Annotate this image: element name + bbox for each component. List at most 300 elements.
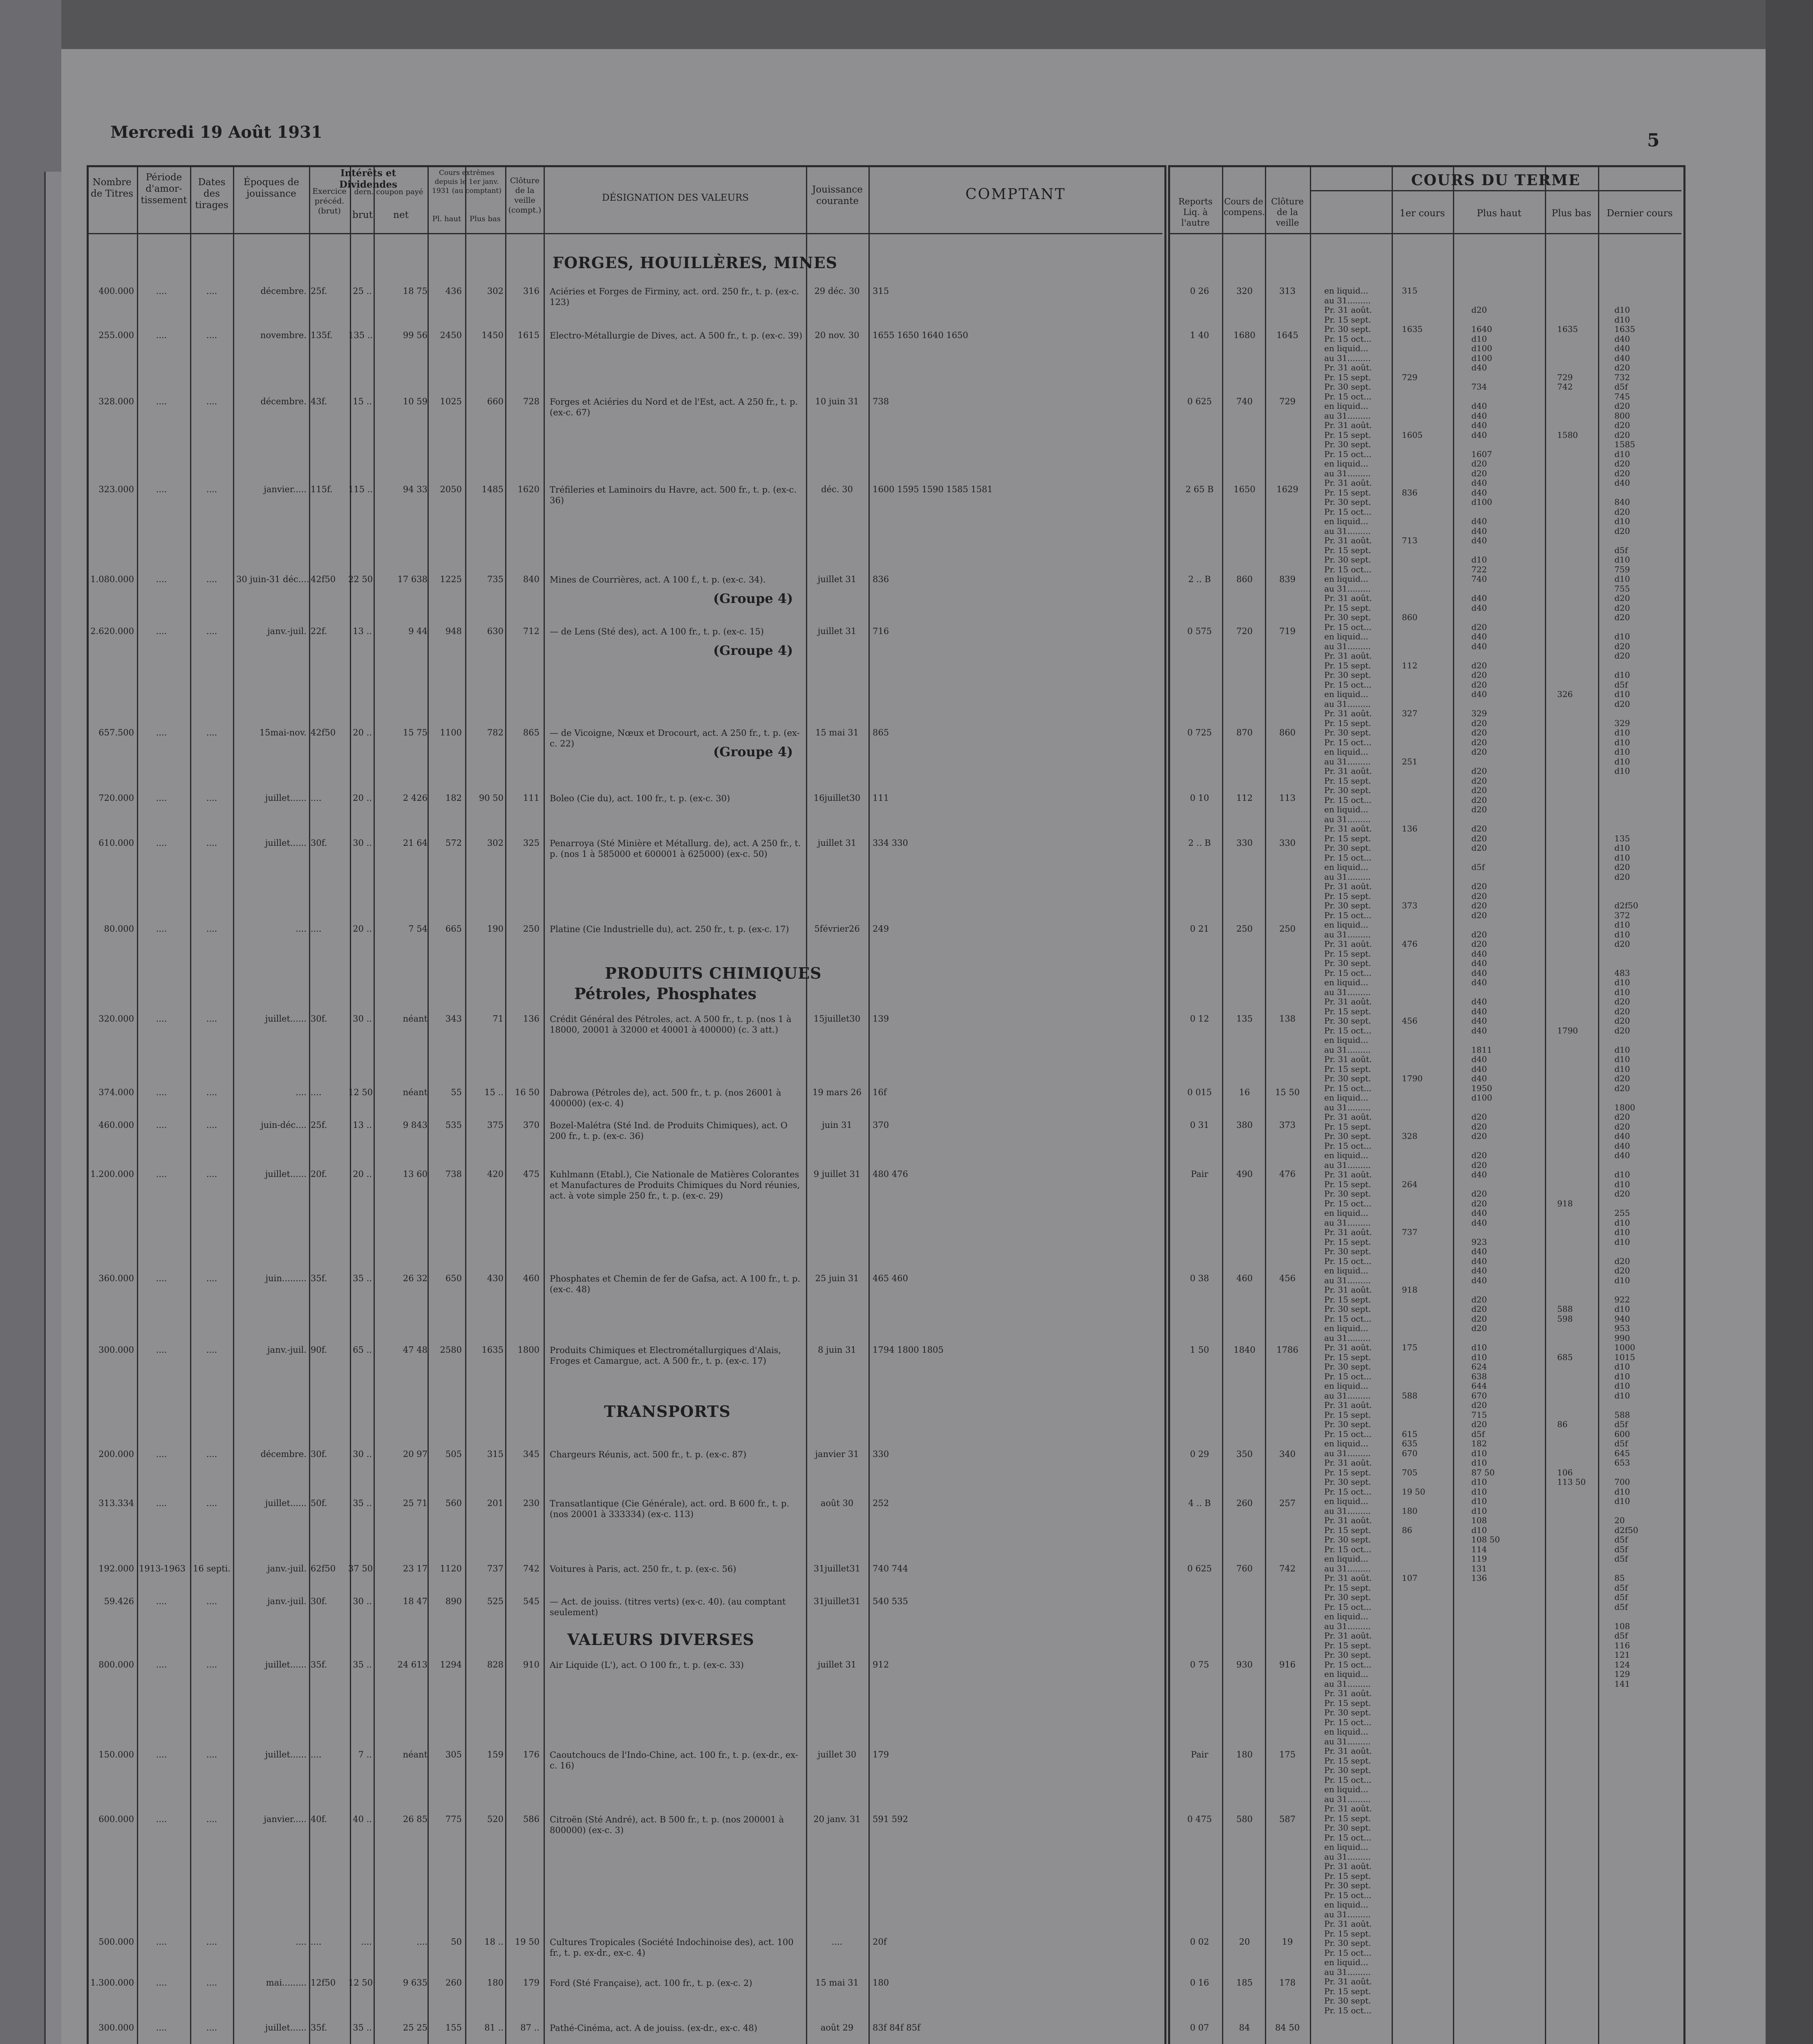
row-dates: ....	[206, 1169, 217, 1179]
row-comptant: 20f	[873, 1937, 887, 1947]
row-jouissance: août 29	[820, 2023, 854, 2033]
row-reports: 0 31	[1190, 1120, 1209, 1130]
row-nombre: 600.000	[98, 1814, 134, 1824]
row-periode: ....	[156, 838, 167, 848]
col-header-jouissance: Jouissance courante	[812, 184, 863, 206]
row-cloture-terme: 313	[1279, 286, 1296, 296]
row-reports: 0 625	[1187, 397, 1212, 406]
row-plus-bas: 15 ..	[484, 1087, 504, 1097]
row-jouissance: ....	[831, 1937, 843, 1947]
row-exercice: 30f.	[311, 1014, 327, 1024]
row-epoque: ....	[295, 1087, 307, 1097]
row-nombre: 657.500	[98, 728, 134, 737]
row-designation: Mines de Courrières, act. A 100 f., t. p. (ex-c. 34).	[550, 575, 766, 585]
row-plus-bas: 737	[487, 1564, 504, 1573]
row-epoque: juillet......	[265, 1169, 307, 1179]
table-row	[0, 1498, 1349, 1523]
terme-premier-cours: 315 1635 729 1605 836 713 860 112 327 251 136 373 476 456 1790 328 264 737 918 175 588 615 635 670 705 19 50 180 86 107	[1402, 286, 1426, 1583]
table-row	[0, 728, 1349, 760]
row-epoque: novembre.	[260, 330, 307, 340]
row-exercice: 25f.	[311, 1120, 327, 1130]
row-designation: Platine (Cie Industrielle du), act. 250 fr., t. p. (ex-c. 17)	[550, 924, 789, 934]
table-row	[0, 1273, 1349, 1298]
row-cloture: 586	[523, 1814, 539, 1824]
row-jouissance: déc. 30	[821, 484, 853, 494]
row-cloture-terme: 729	[1279, 397, 1296, 406]
col-header-net: net	[393, 210, 409, 220]
row-designation: Boleo (Cie du), act. 100 fr., t. p. (ex-c. 30)	[550, 793, 730, 803]
row-reports: 1 40	[1190, 330, 1209, 340]
row-designation: — de Vicoigne, Nœux et Drocourt, act. A 250 fr., t. p. (ex-c. 22)	[550, 728, 800, 749]
row-periode: ....	[156, 2023, 167, 2033]
row-dates: ....	[206, 1120, 217, 1130]
row-compens: 180	[1236, 1750, 1253, 1759]
table-row	[0, 397, 1349, 421]
row-net: 17 638	[397, 574, 428, 584]
row-plus-bas: 1485	[481, 484, 504, 494]
table-row	[0, 1087, 1349, 1112]
row-exercice: 50f.	[311, 1498, 327, 1508]
row-compens: 330	[1236, 838, 1253, 848]
terme-labels: en liquid... au 31......... Pr. 31 août. Pr. 15 sept. Pr. 30 sept. Pr. 15 oct... en liquid... au 31......... Pr. 31 août. Pr. 15 sept. Pr. 30 sept. Pr. 15 oct... en liquid... au 31......... Pr. 31 août. Pr. 15 sept. Pr. 30 sept. Pr. 15 oct... en liquid... au 31......... Pr. 31 août. Pr. 15 sept. Pr. 30 sept. Pr. 15 oct... en liquid... au 31......... Pr. 31 août. Pr. 15 sept. Pr. 30 sept. Pr. 15 oct... en liquid... au 31......... Pr. 31 août. Pr. 15 sept. Pr. 30 sept. Pr. 15 oct... en liquid... au 31......... Pr. 31 août. Pr. 15 sept. Pr. 30 sept. Pr. 15 oct... en liquid... au 31......... Pr. 31 août. Pr. 15 sept. Pr. 30 sept. Pr. 15 oct... en liquid... au 31......... Pr. 31 août. Pr. 15 sept. Pr. 30 sept. Pr. 15 oct... en liquid... au 31......... Pr. 31 août. Pr. 15 sept. Pr. 30 sept. Pr. 15 oct... en liquid... au 31......... Pr. 31 août. Pr. 15 sept. Pr. 30 sept. Pr. 15 oct... en liquid... au 31......... Pr. 31 août. Pr. 15 sept. Pr. 30 sept. Pr. 15 oct... en liquid... au 31......... Pr. 31 août. Pr. 15 sept. Pr. 30 sept. Pr. 15 oct... en liquid... au 31......... Pr. 31 août. Pr. 15 sept. Pr. 30 sept. Pr. 15 oct... en liquid... au 31......... Pr. 31 août. Pr. 15 sept. Pr. 30 sept. Pr. 15 oct... en liquid... au 31......... Pr. 31 août. Pr. 15 sept. Pr. 30 sept. Pr. 15 oct... en liquid... au 31......... Pr. 31 août. Pr. 15 sept. Pr. 30 sept. Pr. 15 oct... en liquid... au 31......... Pr. 31 août. Pr. 15 sept. Pr. 30 sept. Pr. 15 oct... en liquid... au 31......... Pr. 31 août. Pr. 15 sept. Pr. 30 sept. Pr. 15 oct... en liquid... au 31......... Pr. 31 août. Pr. 15 sept. Pr. 30 sept. Pr. 15 oct... en liquid... au 31......... Pr. 31 août. Pr. 15 sept. Pr. 30 sept. Pr. 15 oct... en liquid... au 31......... Pr. 31 août. Pr. 15 sept. Pr. 30 sept. Pr. 15 oct... en liquid... au 31......... Pr. 31 août. Pr. 15 sept. Pr. 30 sept. Pr. 15 oct... en liquid... au 31......... Pr. 31 août. Pr. 15 sept. Pr. 30 sept. Pr. 15 oct... en liquid... au 31......... Pr. 31 août. Pr. 15 sept. Pr. 30 sept. Pr. 15 oct... en liquid... au 31......... Pr. 31 août. Pr. 15 sept. Pr. 30 sept. Pr. 15 oct... en liquid... au 31......... Pr. 31 août. Pr. 15 sept. Pr. 30 sept. Pr. 15 oct... en liquid... au 31......... Pr. 31 août. Pr. 15 sept. Pr. 30 sept. Pr. 15 oct... en liquid... au 31......... Pr. 31 août. Pr. 15 sept. Pr. 30 sept. Pr. 15 oct... en liquid... au 31......... Pr. 31 août. Pr. 15 sept. Pr. 30 sept. Pr. 15 oct...	[1324, 286, 1372, 2015]
row-epoque: janvier.....	[264, 484, 307, 494]
row-dates: ....	[206, 924, 217, 934]
row-jouissance: 31juillet31	[813, 1564, 861, 1573]
row-brut: 22 50	[348, 574, 373, 584]
row-plus-haut: 948	[445, 626, 462, 636]
row-plus-haut: 2050	[440, 484, 462, 494]
row-nombre: 255.000	[98, 330, 134, 340]
table-row	[0, 330, 1349, 355]
col-header-compens: Cours de compens.	[1224, 197, 1265, 217]
row-dates: ....	[206, 1014, 217, 1024]
row-epoque: juillet......	[265, 793, 307, 803]
row-periode: ....	[156, 1120, 167, 1130]
row-net: 26 85	[403, 1814, 428, 1824]
row-comptant: 249	[873, 924, 889, 934]
row-epoque: janv.-juil.	[267, 1596, 307, 1606]
row-plus-haut: 572	[445, 838, 462, 848]
row-net: 15 75	[403, 728, 428, 737]
row-brut: 135 ..	[348, 330, 373, 340]
row-compens: 16	[1239, 1087, 1250, 1097]
row-plus-bas: 630	[487, 626, 504, 636]
row-designation: Aciéries et Forges de Firminy, act. ord. 250 fr., t. p. (ex-c. 123)	[550, 287, 799, 307]
row-designation: Dabrowa (Pétroles de), act. 500 fr., t. p. (nos 26001 à 400000) (ex-c. 4)	[550, 1088, 781, 1108]
table-row	[0, 574, 1349, 606]
table-row	[0, 1449, 1349, 1474]
row-reports: 0 10	[1190, 793, 1209, 803]
row-plus-bas: 735	[487, 574, 504, 584]
row-cloture-terme: 250	[1279, 924, 1296, 934]
section-diverses: VALEURS DIVERSES	[567, 1630, 754, 1649]
row-brut: 15 ..	[353, 397, 372, 406]
row-plus-haut: 2450	[440, 330, 462, 340]
row-jouissance: juillet 31	[817, 574, 857, 584]
row-periode: ....	[156, 397, 167, 406]
row-net: 13 60	[403, 1169, 428, 1179]
row-cloture-terme: 742	[1279, 1564, 1296, 1573]
row-cloture-terme: 175	[1279, 1750, 1296, 1759]
row-plus-haut: 55	[451, 1087, 462, 1097]
row-periode: ....	[156, 626, 167, 636]
row-comptant: 111	[873, 793, 889, 803]
row-plus-bas: 180	[487, 1978, 504, 1988]
col-header-dernier-cours: Dernier cours	[1607, 208, 1673, 219]
row-jouissance: 15 mai 31	[815, 728, 859, 737]
table-row	[0, 1596, 1349, 1621]
row-cloture: 179	[523, 1978, 539, 1988]
row-reports: Pair	[1191, 1169, 1209, 1179]
row-cloture: 742	[523, 1564, 539, 1573]
row-plus-haut: 305	[445, 1750, 462, 1759]
row-jouissance: 29 déc. 30	[814, 286, 860, 296]
row-plus-haut: 665	[445, 924, 462, 934]
row-designation: Transatlantique (Cie Générale), act. ord. B 600 fr., t. p. (nos 20001 à 333334) (ex-c. 113)	[550, 1499, 790, 1519]
row-reports: 0 015	[1187, 1087, 1212, 1097]
row-cloture-terme: 330	[1279, 838, 1296, 848]
row-comptant: 465 460	[873, 1273, 908, 1283]
row-brut: 12 50	[348, 1978, 373, 1988]
row-cloture-terme: 839	[1279, 574, 1296, 584]
row-dates: ....	[206, 330, 217, 340]
col-header-dern-coupon: dern. coupon payé	[354, 188, 423, 196]
row-net: 20 97	[403, 1449, 428, 1459]
row-epoque: ....	[295, 924, 307, 934]
row-comptant: 334 330	[873, 838, 908, 848]
row-plus-bas: 190	[487, 924, 504, 934]
row-plus-haut: 155	[445, 2023, 462, 2033]
table-row	[0, 1750, 1349, 1774]
row-dates: ....	[206, 484, 217, 494]
section-transports: TRANSPORTS	[604, 1402, 731, 1421]
row-cloture-terme: 476	[1279, 1169, 1296, 1179]
row-dates: ....	[206, 286, 217, 296]
row-jouissance: août 30	[820, 1498, 854, 1508]
row-cloture: 111	[523, 793, 539, 803]
row-plus-bas: 375	[487, 1120, 504, 1130]
row-comptant: 1794 1800 1805	[873, 1345, 944, 1355]
row-reports: 0 575	[1187, 626, 1212, 636]
row-cloture: 840	[523, 574, 539, 584]
row-cloture-terme: 257	[1279, 1498, 1296, 1508]
table-row	[0, 1345, 1349, 1369]
row-exercice: 25f.	[311, 286, 327, 296]
row-comptant: 16f	[873, 1087, 887, 1097]
row-brut: 13 ..	[353, 1120, 372, 1130]
row-nombre: 313.334	[98, 1498, 134, 1508]
row-plus-haut: 182	[445, 793, 462, 803]
row-cloture-terme: 860	[1279, 728, 1296, 737]
row-brut: 20 ..	[353, 1169, 372, 1179]
row-plus-haut: 775	[445, 1814, 462, 1824]
table-row	[0, 286, 1349, 311]
row-net: 21 64	[403, 838, 428, 848]
row-nombre: 300.000	[98, 1345, 134, 1355]
header-rule	[1168, 233, 1681, 234]
row-nombre: 374.000	[98, 1087, 134, 1097]
row-brut: 13 ..	[353, 626, 372, 636]
row-epoque: juillet......	[265, 838, 307, 848]
table-row	[0, 838, 1349, 863]
row-group: (Groupe 4)	[713, 643, 793, 658]
row-cloture-terme: 15 50	[1275, 1087, 1300, 1097]
row-net: 7 54	[408, 924, 428, 934]
row-brut: 35 ..	[353, 1273, 372, 1283]
row-compens: 860	[1236, 574, 1253, 584]
row-reports: 2 65 B	[1185, 484, 1214, 494]
row-designation: Phosphates et Chemin de fer de Gafsa, act. A 100 fr., t. p. (ex-c. 48)	[550, 1274, 801, 1294]
row-designation: Air Liquide (L'), act. O 100 fr., t. p. (ex-c. 33)	[550, 1660, 744, 1670]
row-periode: ....	[156, 1014, 167, 1024]
row-comptant: 912	[873, 1660, 889, 1670]
row-comptant: 1600 1595 1590 1585 1581	[873, 484, 993, 494]
row-plus-bas: 18 ..	[484, 1937, 504, 1947]
row-exercice: 20f.	[311, 1169, 327, 1179]
row-cloture-terme: 1629	[1276, 484, 1298, 494]
row-nombre: 400.000	[98, 286, 134, 296]
terme-plus-haut: d20 1640 d10 d100 d100 d40 734 d40 d40 d40 d40 1607 d20 d20 d40 d40 d100 d40 d40 d40 d10 722 740 d40 d40 d20 d40 d40 d20 d20 d20 d40 329 d20 d20 d20 d20 d20 d20 d20 d20 d20 d20 d20 d20 d5f d20 d20 d20 d20 d20 d20 d40 d40 d40 d40 d40 d40 d40 d40 1811 d40 d40 d40 1950 d100 d20 d20 d20 d20 d20 d40 d20 d20 d40 d40 923 d40 d40 d40 d40 d20 d20 d20 d20 d10 d10 624 638 644 670 d20 715 d20 d5f 182 d10 d10 87 50 d10 d10 d10 d10 108 d10 108 50 114 119 131 136	[1471, 305, 1500, 1583]
row-reports: 0 16	[1190, 1978, 1209, 1988]
table-row	[0, 1978, 1349, 2002]
row-periode: ....	[156, 1087, 167, 1097]
row-comptant: 1655 1650 1640 1650	[873, 330, 968, 340]
row-comptant: 591 592	[873, 1814, 908, 1824]
row-compens: 320	[1236, 286, 1253, 296]
row-nombre: 800.000	[98, 1660, 134, 1670]
row-jouissance: janvier 31	[815, 1449, 859, 1459]
col-header-epoques: Époques de jouissance	[244, 177, 299, 199]
row-jouissance: 9 juillet 31	[813, 1169, 861, 1179]
row-designation: Caoutchoucs de l'Indo-Chine, act. 100 fr., t. p. (ex-dr., ex-c. 16)	[550, 1750, 798, 1771]
row-periode: ....	[156, 1978, 167, 1988]
row-epoque: 30 juin-31 déc....	[236, 574, 309, 584]
row-plus-bas: 302	[487, 286, 504, 296]
row-brut: 35 ..	[353, 1660, 372, 1670]
table-row	[0, 924, 1349, 948]
row-cloture-terme: 138	[1279, 1014, 1296, 1024]
row-dates: ....	[206, 1660, 217, 1670]
row-net: 26 32	[403, 1273, 428, 1283]
row-compens: 185	[1236, 1978, 1253, 1988]
row-nombre: 150.000	[98, 1750, 134, 1759]
row-plus-haut: 505	[445, 1449, 462, 1459]
row-designation: Tréfileries et Laminoirs du Havre, act. 500 fr., t. p. (ex-c. 36)	[550, 485, 797, 505]
row-comptant: 480 476	[873, 1169, 908, 1179]
row-cloture: 370	[523, 1120, 539, 1130]
row-cloture-terme: 587	[1279, 1814, 1296, 1824]
row-comptant: 716	[873, 626, 889, 636]
row-designation: — Act. de jouiss. (titres verts) (ex-c. 40). (au comptant seulement)	[550, 1597, 786, 1617]
table-row	[0, 1169, 1349, 1201]
row-plus-haut: 535	[445, 1120, 462, 1130]
col-header-cloture: Clôture de la veille (compt.)	[508, 176, 542, 215]
row-cloture-terme: 340	[1279, 1449, 1296, 1459]
row-jouissance: 8 juin 31	[818, 1345, 856, 1355]
row-net: néant	[403, 1087, 428, 1097]
row-cloture: 712	[523, 626, 539, 636]
terme-dernier-cours: d10 d10 1635 d40 d40 d40 d20 732 d5f 745 d20 800 d20 d20 1585 d10 d20 d20 d40 840 d20 d10 d20 d5f d10 759 d10 755 d20 d20 d20 d10 d20 d20 d10 d5f d10 d20 329 d10 d10 d10 d10 d10 135 d10 d10 d20 d20 d2f50 372 d10 d10 d20 483 d10 d10 d20 d20 d20 d20 d10 d10 d10 d20 d20 1800 d20 d20 d40 d40 d40 d10 d10 d20 255 d10 d10 d10 d20 d20 d10 922 d10 940 953 990 1000 1015 d10 d10 d10 d10 588 d5f 600 d5f 645 653 700 d10 d10 20 d2f50 d5f d5f d5f 85 d5f d5f d5f 108 d5f 116 121 124 129 141	[1614, 305, 1638, 1689]
col-header-comptant: COMPTANT	[965, 186, 1066, 203]
col-rule	[1545, 167, 1546, 2044]
row-compens: 1650	[1233, 484, 1256, 494]
row-epoque: juillet......	[265, 1660, 307, 1670]
row-reports: 0 12	[1190, 1014, 1209, 1024]
row-periode: ....	[156, 1814, 167, 1824]
row-exercice: 22f.	[311, 626, 327, 636]
row-brut: 37 50	[348, 1564, 373, 1573]
row-plus-bas: 159	[487, 1750, 504, 1759]
row-cloture-terme: 19	[1282, 1937, 1293, 1947]
section-petroles: Pétroles, Phosphates	[574, 984, 757, 1003]
row-cloture-terme: 916	[1279, 1660, 1296, 1670]
row-jouissance: 15juillet30	[813, 1014, 861, 1024]
row-compens: 930	[1236, 1660, 1253, 1670]
row-plus-haut: 1100	[440, 728, 462, 737]
row-brut: 35 ..	[353, 1498, 372, 1508]
row-dates: ....	[206, 1273, 217, 1283]
row-cloture: 176	[523, 1750, 539, 1759]
row-periode: ....	[156, 1169, 167, 1179]
col-rule	[1453, 167, 1454, 2044]
header-rule	[87, 233, 1162, 234]
row-epoque: juillet......	[265, 1014, 307, 1024]
row-cloture: 250	[523, 924, 539, 934]
row-dates: ....	[206, 793, 217, 803]
row-epoque: ....	[295, 1937, 307, 1947]
row-nombre: 200.000	[98, 1449, 134, 1459]
col-header-cloture-terme: Clôture de la veille	[1271, 197, 1304, 228]
row-epoque: juin.........	[265, 1273, 307, 1283]
row-plus-haut: 738	[445, 1169, 462, 1179]
row-compens: 740	[1236, 397, 1253, 406]
row-epoque: janvier.....	[264, 1814, 307, 1824]
row-cloture: 136	[523, 1014, 539, 1024]
row-cloture-terme: 178	[1279, 1978, 1296, 1988]
table-row	[0, 484, 1349, 509]
table-row	[0, 1564, 1349, 1588]
row-comptant: 315	[873, 286, 889, 296]
row-jouissance: 15 mai 31	[815, 1978, 859, 1988]
row-cloture: 16 50	[515, 1087, 539, 1097]
row-designation: Ford (Sté Française), act. 100 fr., t. p. (ex-c. 2)	[550, 1978, 752, 1988]
row-brut: 20 ..	[353, 793, 372, 803]
row-cloture-terme: 1786	[1276, 1345, 1298, 1355]
row-plus-bas: 81 ..	[484, 2023, 504, 2033]
row-net: 9 44	[408, 626, 428, 636]
row-brut: 30 ..	[353, 1014, 372, 1024]
row-dates: ....	[206, 1087, 217, 1097]
row-comptant: 139	[873, 1014, 889, 1024]
row-jouissance: juillet 31	[817, 1660, 857, 1670]
row-plus-haut: 1225	[440, 574, 462, 584]
row-epoque: juillet......	[265, 1750, 307, 1759]
row-group: (Groupe 4)	[713, 744, 793, 760]
row-net: 94 33	[403, 484, 428, 494]
row-net: ....	[416, 1937, 428, 1947]
row-net: 9 843	[403, 1120, 428, 1130]
row-brut: 65 ..	[353, 1345, 372, 1355]
row-reports: 0 29	[1190, 1449, 1209, 1459]
row-plus-haut: 650	[445, 1273, 462, 1283]
row-compens: 112	[1236, 793, 1253, 803]
row-cloture: 865	[523, 728, 539, 737]
col-header-dates: Dates des tirages	[195, 177, 228, 211]
row-nombre: 2.620.000	[90, 626, 134, 636]
row-brut: 20 ..	[353, 924, 372, 934]
col-header-exercice: Exercice précéd. (brut)	[312, 187, 347, 215]
row-nombre: 323.000	[98, 484, 134, 494]
row-comptant: 865	[873, 728, 889, 737]
row-plus-bas: 525	[487, 1596, 504, 1606]
section-chimiques: PRODUITS CHIMIQUES	[605, 964, 822, 982]
row-plus-bas: 430	[487, 1273, 504, 1283]
row-compens: 1680	[1233, 330, 1256, 340]
row-net: 47 48	[403, 1345, 428, 1355]
row-epoque: décembre.	[260, 397, 307, 406]
table-row	[0, 626, 1349, 658]
section-forges: FORGES, HOUILLÈRES, MINES	[553, 253, 838, 272]
row-cloture-terme: 113	[1279, 793, 1296, 803]
row-nombre: 360.000	[98, 1273, 134, 1283]
row-epoque: 15mai-nov.	[259, 728, 307, 737]
row-periode: ....	[156, 1596, 167, 1606]
col-header-designation: DÉSIGNATION DES VALEURS	[602, 193, 749, 203]
row-cloture: 19 50	[515, 1937, 539, 1947]
row-net: 18 47	[403, 1596, 428, 1606]
row-exercice: 42f50	[311, 728, 336, 737]
row-comptant: 330	[873, 1449, 889, 1459]
col-header-reports: Reports Liq. à l'autre	[1178, 197, 1213, 228]
row-epoque: janv.-juil.	[267, 1345, 307, 1355]
row-designation: Pathé-Cinéma, act. A de jouiss. (ex-dr., ex-c. 48)	[550, 2023, 757, 2033]
row-cloture: 1800	[517, 1345, 539, 1355]
row-jouissance: juin 31	[822, 1120, 852, 1130]
right-shadow	[1766, 0, 1813, 2044]
row-brut: 35 ..	[353, 2023, 372, 2033]
row-comptant: 252	[873, 1498, 889, 1508]
row-epoque: juillet......	[265, 2023, 307, 2033]
col-header-brut: brut	[352, 210, 373, 220]
col-header-periode: Période d'amor-tissement	[141, 172, 187, 206]
row-compens: 84	[1239, 2023, 1250, 2033]
row-designation: Penarroya (Sté Minière et Métallurg. de), act. A 250 fr., t. p. (nos 1 à 585000 et 600001 à 625000) (ex-c. 50)	[550, 838, 801, 859]
row-dates: ....	[206, 1449, 217, 1459]
row-cloture: 316	[523, 286, 539, 296]
table-row	[0, 1814, 1349, 1839]
row-compens: 260	[1236, 1498, 1253, 1508]
row-nombre: 320.000	[98, 1014, 134, 1024]
row-comptant: 740 744	[873, 1564, 908, 1573]
row-cloture: 545	[523, 1596, 539, 1606]
row-compens: 250	[1236, 924, 1253, 934]
row-cloture-terme: 1645	[1276, 330, 1298, 340]
row-jouissance: 10 juin 31	[815, 397, 859, 406]
row-exercice: 115f.	[311, 484, 333, 494]
row-exercice: ....	[311, 793, 322, 803]
row-dates: ....	[206, 1498, 217, 1508]
row-net: 24 613	[397, 1660, 428, 1670]
row-epoque: décembre.	[260, 1449, 307, 1459]
row-cloture-terme: 84 50	[1275, 2023, 1300, 2033]
row-periode: ....	[156, 574, 167, 584]
row-brut: 30 ..	[353, 838, 372, 848]
row-periode: ....	[156, 1660, 167, 1670]
row-nombre: 1.080.000	[90, 574, 134, 584]
row-plus-haut: 50	[451, 1937, 462, 1947]
row-brut: 115 ..	[348, 484, 373, 494]
row-jouissance: 20 janv. 31	[813, 1814, 861, 1824]
